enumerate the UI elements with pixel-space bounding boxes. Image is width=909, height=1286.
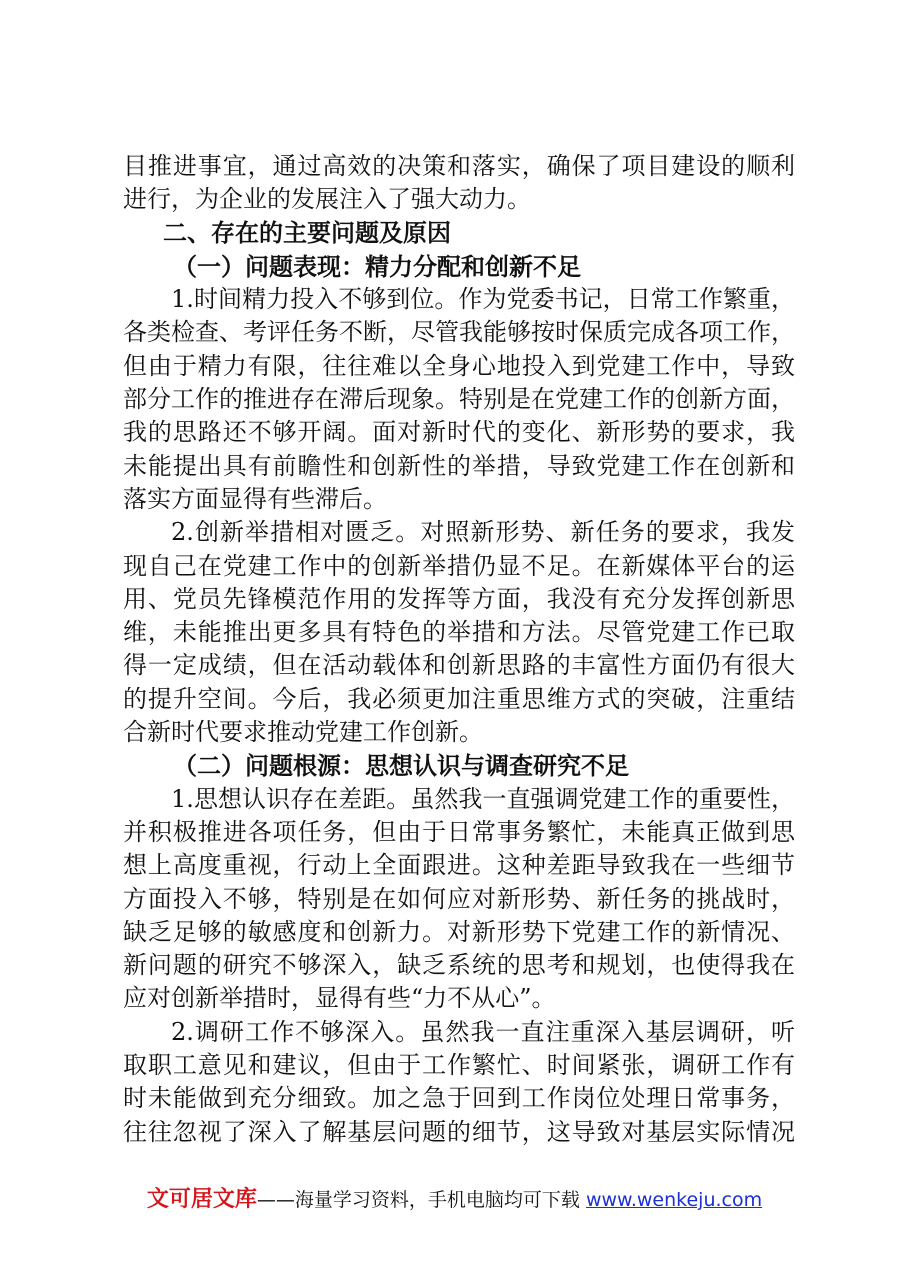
paragraph-line: 但由于精力有限，往往难以全身心地投入到党建工作中，导致 [123,351,795,380]
subsection-heading: （二）问题根源：思想认识与调查研究不足 [173,751,629,781]
paragraph-line: 1.思想认识存在差距。虽然我一直强调党建工作的重要性， [171,784,795,813]
footer-website-link[interactable]: www.wenkeju.com [585,1189,763,1211]
footer-banner [0,1182,909,1213]
subsection-heading: （一）问题表现：精力分配和创新不足 [173,251,581,281]
paragraph-line: 我的思路还不够开阔。面对新时代的变化、新形势的要求，我 [123,418,795,447]
footer-slogan: 海量学习资料，手机电脑均可下载 [294,1189,580,1211]
paragraph-line: 时未能做到充分细致。加之急于回到工作岗位处理日常事务， [123,1084,795,1113]
paragraph-line: 1.时间精力投入不够到位。作为党委书记，日常工作繁重， [171,285,795,314]
footer-dash: —— [256,1189,295,1211]
paragraph-line: 落实方面显得有些滞后。 [123,484,387,513]
paragraph-line: 未能提出具有前瞻性和创新性的举措，导致党建工作在创新和 [123,451,795,480]
paragraph-line: 部分工作的推进存在滞后现象。特别是在党建工作的创新方面， [123,385,795,414]
paragraph-line: 缺乏足够的敏感度和创新力。对新形势下党建工作的新情况、 [123,917,795,946]
paragraph-line: 维，未能推出更多具有特色的举措和方法。尽管党建工作已取 [123,618,795,647]
paragraph-line: 合新时代要求推动党建工作创新。 [123,718,483,747]
paragraph-line: 2.调研工作不够深入。虽然我一直注重深入基层调研，听 [171,1017,795,1046]
paragraph-line: 取职工意见和建议，但由于工作繁忙、时间紧张，调研工作有 [123,1051,795,1080]
paragraph-line: 2.创新举措相对匮乏。对照新形势、新任务的要求，我发 [171,518,795,547]
paragraph-line: 各类检查、考评任务不断，尽管我能够按时保质完成各项工作， [123,318,795,347]
paragraph-line: 现自己在党建工作中的创新举措仍显不足。在新媒体平台的运 [123,551,795,580]
paragraph-line: 新问题的研究不够深入，缺乏系统的思考和规划，也使得我在 [123,951,795,980]
paragraph-line: 方面投入不够，特别是在如何应对新形势、新任务的挑战时， [123,884,795,913]
paragraph-line: 得一定成绩，但在活动载体和创新思路的丰富性方面仍有很大 [123,651,795,680]
paragraph-line: 进行，为企业的发展注入了强大动力。 [123,185,531,214]
paragraph-line: 目推进事宜，通过高效的决策和落实，确保了项目建设的顺利 [123,152,795,180]
paragraph-line: 用、党员先锋模范作用的发挥等方面，我没有充分发挥创新思 [123,584,795,613]
document-body [123,150,795,1149]
paragraph-line: 的提升空间。今后，我必须更加注重思维方式的突破，注重结 [123,684,795,713]
paragraph-line: 往往忽视了深入了解基层问题的细节，这导致对基层实际情况 [123,1117,795,1146]
section-heading: 二、存在的主要问题及原因 [163,218,451,247]
paragraph-line: 并积极推进各项任务，但由于日常事务繁忙，未能真正做到思 [123,817,795,846]
paragraph-line: 想上高度重视，行动上全面跟进。这种差距导致我在一些细节 [123,851,795,880]
paragraph-line: 应对创新举措时，显得有些“力不从心”。 [123,984,556,1013]
footer-brand: 文可居文库 [146,1187,257,1212]
